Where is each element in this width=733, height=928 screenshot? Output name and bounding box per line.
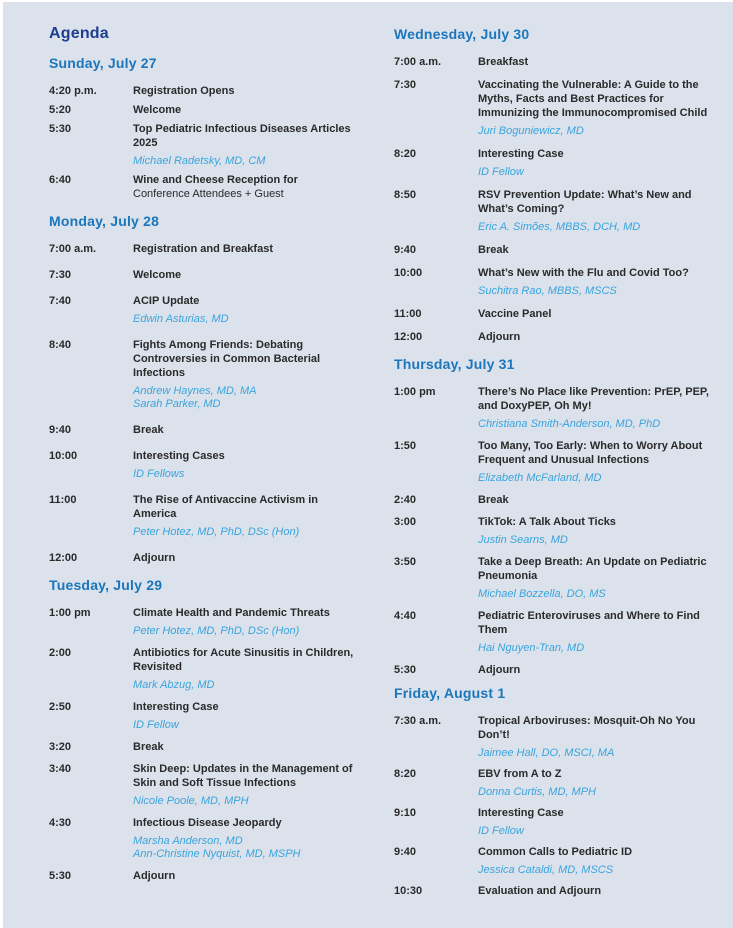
speaker-name: Nicole Poole, MD, MPH bbox=[133, 795, 249, 807]
speaker-list bbox=[133, 679, 362, 692]
speaker-name: Jessica Cataldi, MD, MSCS bbox=[478, 864, 614, 876]
session-time: 1:00 pm bbox=[49, 607, 91, 619]
session-body bbox=[478, 845, 721, 877]
day-section bbox=[394, 685, 721, 898]
session-time: 7:30 bbox=[49, 269, 72, 281]
session-row bbox=[394, 243, 721, 257]
speaker-name: Elizabeth McFarland, MD bbox=[478, 472, 602, 484]
session-body bbox=[133, 606, 362, 638]
speaker-name: Donna Curtis, MD, MPH bbox=[478, 786, 596, 798]
speaker-list bbox=[133, 719, 362, 732]
session-title: Break bbox=[478, 494, 509, 506]
session-time: 4:40 bbox=[394, 610, 417, 622]
session-body bbox=[133, 740, 362, 754]
session-time: 4:30 bbox=[49, 817, 72, 829]
session-time: 11:00 bbox=[394, 308, 422, 320]
session-body bbox=[133, 869, 362, 883]
session-row bbox=[49, 122, 362, 168]
session-title: Registration and Breakfast bbox=[133, 243, 273, 255]
session-row bbox=[394, 884, 721, 898]
session-body bbox=[133, 646, 362, 692]
session-row bbox=[394, 806, 721, 838]
session-row bbox=[49, 869, 362, 883]
speaker-list bbox=[478, 534, 721, 547]
session-title: Welcome bbox=[133, 269, 182, 281]
session-time: 2:40 bbox=[394, 494, 417, 506]
session-row bbox=[49, 173, 362, 201]
session-title: Breakfast bbox=[478, 56, 529, 68]
session-row bbox=[49, 242, 362, 256]
session-title: Adjourn bbox=[133, 870, 176, 882]
session-body bbox=[133, 816, 362, 861]
session-title: Break bbox=[478, 244, 509, 256]
session-body bbox=[133, 551, 362, 565]
session-time: 3:50 bbox=[394, 556, 417, 568]
agenda-column-left bbox=[3, 24, 366, 905]
day-header: Wednesday, July 30 bbox=[394, 26, 530, 42]
speaker-list bbox=[133, 625, 362, 638]
session-body bbox=[133, 103, 362, 117]
session-time: 1:00 pm bbox=[394, 386, 436, 398]
day-section bbox=[49, 577, 362, 883]
session-title: Skin Deep: Updates in the Management of Skin and Soft Tissue Infections bbox=[133, 763, 353, 789]
session-title: ACIP Update bbox=[133, 295, 200, 307]
session-row bbox=[394, 714, 721, 760]
session-title: Top Pediatric Infectious Diseases Articles 2025 bbox=[133, 123, 351, 149]
speaker-name: Eric A. Simões, MBBS, DCH, MD bbox=[478, 221, 641, 233]
session-time: 9:40 bbox=[394, 244, 417, 256]
session-row bbox=[49, 423, 362, 437]
session-body bbox=[478, 493, 721, 507]
session-body bbox=[133, 700, 362, 732]
speaker-list bbox=[478, 747, 721, 760]
speaker-name: Peter Hotez, MD, PhD, DSc (Hon) bbox=[133, 625, 300, 637]
session-body bbox=[478, 714, 721, 760]
speaker-name: Suchitra Rao, MBBS, MSCS bbox=[478, 285, 617, 297]
session-row bbox=[394, 147, 721, 179]
speaker-list bbox=[478, 125, 721, 138]
session-body bbox=[478, 307, 721, 321]
session-row bbox=[394, 515, 721, 547]
day-header: Thursday, July 31 bbox=[394, 356, 515, 372]
session-body bbox=[133, 122, 362, 168]
speaker-list bbox=[478, 166, 721, 179]
session-time: 7:00 a.m. bbox=[49, 243, 97, 255]
session-body bbox=[478, 243, 721, 257]
day-section bbox=[394, 356, 721, 677]
session-title: Take a Deep Breath: An Update on Pediatric Pneumonia bbox=[478, 556, 707, 582]
speaker-name: Jaimee Hall, DO, MSCI, MA bbox=[478, 747, 615, 759]
speaker-list bbox=[133, 155, 362, 168]
session-time: 5:20 bbox=[49, 104, 72, 116]
session-time: 10:00 bbox=[49, 450, 78, 462]
speaker-list bbox=[478, 418, 721, 431]
session-body bbox=[133, 84, 362, 98]
session-row bbox=[394, 330, 721, 344]
session-row bbox=[394, 266, 721, 298]
session-row bbox=[394, 663, 721, 677]
day-header: Friday, August 1 bbox=[394, 685, 506, 701]
session-time: 4:20 p.m. bbox=[49, 85, 97, 97]
session-row bbox=[394, 767, 721, 799]
session-row bbox=[49, 338, 362, 411]
session-time: 12:00 bbox=[394, 331, 423, 343]
day-header: Monday, July 28 bbox=[49, 213, 160, 229]
session-row bbox=[49, 449, 362, 481]
speaker-list bbox=[133, 795, 362, 808]
speaker-list bbox=[133, 313, 362, 326]
session-row bbox=[394, 307, 721, 321]
session-time: 3:40 bbox=[49, 763, 72, 775]
session-row bbox=[394, 609, 721, 655]
session-time: 6:40 bbox=[49, 174, 72, 186]
session-title: Too Many, Too Early: When to Worry About Frequent and Unusual Infections bbox=[478, 440, 703, 466]
speaker-name: ID Fellow bbox=[478, 166, 524, 178]
day-section bbox=[394, 26, 721, 344]
session-time: 5:30 bbox=[394, 664, 417, 676]
session-row bbox=[49, 294, 362, 326]
session-title: There’s No Place like Prevention: PrEP, PEP, and DoxyPEP, Oh My! bbox=[478, 386, 709, 412]
session-body bbox=[133, 449, 362, 481]
page-title: Agenda bbox=[49, 25, 109, 42]
session-title: Registration Opens bbox=[133, 85, 235, 97]
session-row bbox=[394, 188, 721, 234]
session-title: Vaccinating the Vulnerable: A Guide to the Myths, Facts and Best Practices for Immunizing the Immunocompromised Child bbox=[478, 79, 708, 119]
session-time: 11:00 bbox=[49, 494, 77, 506]
session-title: Fights Among Friends: Debating Controversies in Common Bacterial Infections bbox=[133, 339, 321, 379]
session-time: 10:00 bbox=[394, 267, 423, 279]
session-title: Antibiotics for Acute Sinusitis in Children, Revisited bbox=[133, 647, 354, 673]
session-time: 9:40 bbox=[394, 846, 417, 858]
session-body bbox=[478, 266, 721, 298]
session-body bbox=[478, 555, 721, 601]
session-time: 3:20 bbox=[49, 741, 72, 753]
session-row bbox=[394, 845, 721, 877]
session-body bbox=[478, 55, 721, 69]
session-body bbox=[478, 330, 721, 344]
speaker-list bbox=[133, 468, 362, 481]
speaker-name: Ann-Christine Nyquist, MD, MSPH bbox=[133, 848, 301, 860]
session-body bbox=[478, 78, 721, 138]
session-body bbox=[133, 268, 362, 282]
session-row bbox=[394, 78, 721, 138]
session-title: TikTok: A Talk About Ticks bbox=[478, 516, 616, 528]
speaker-name: Marsha Anderson, MD bbox=[133, 835, 243, 847]
speaker-name: Andrew Haynes, MD, MA bbox=[133, 385, 257, 397]
session-row bbox=[49, 646, 362, 692]
session-body bbox=[478, 439, 721, 485]
speaker-list bbox=[478, 588, 721, 601]
speaker-list bbox=[133, 385, 362, 411]
speaker-name: Justin Searns, MD bbox=[478, 534, 568, 546]
session-time: 1:50 bbox=[394, 440, 417, 452]
session-title: What’s New with the Flu and Covid Too? bbox=[478, 267, 689, 279]
session-body bbox=[133, 294, 362, 326]
day-header: Tuesday, July 29 bbox=[49, 577, 163, 593]
session-time: 7:00 a.m. bbox=[394, 56, 442, 68]
session-title: Wine and Cheese Reception for bbox=[133, 174, 298, 186]
speaker-list bbox=[133, 526, 362, 539]
session-title: Interesting Cases bbox=[133, 450, 225, 462]
session-row bbox=[49, 103, 362, 117]
session-body bbox=[478, 767, 721, 799]
session-time: 5:30 bbox=[49, 123, 72, 135]
session-row bbox=[49, 268, 362, 282]
session-time: 9:10 bbox=[394, 807, 417, 819]
session-title: Common Calls to Pediatric ID bbox=[478, 846, 633, 858]
speaker-name: Juri Boguniewicz, MD bbox=[478, 125, 584, 137]
session-time: 8:50 bbox=[394, 189, 417, 201]
session-row bbox=[49, 762, 362, 808]
session-row bbox=[394, 385, 721, 431]
speaker-name: Christiana Smith-Anderson, MD, PhD bbox=[478, 418, 661, 430]
session-title: The Rise of Antivaccine Activism in America bbox=[133, 494, 319, 520]
session-title: Vaccine Panel bbox=[478, 308, 552, 320]
session-time: 8:20 bbox=[394, 768, 417, 780]
day-section bbox=[49, 55, 362, 201]
session-time: 7:30 a.m. bbox=[394, 715, 442, 727]
speaker-list bbox=[478, 221, 721, 234]
session-body bbox=[133, 173, 362, 201]
speaker-list bbox=[478, 472, 721, 485]
speaker-name: Michael Bozzella, DO, MS bbox=[478, 588, 606, 600]
session-time: 2:00 bbox=[49, 647, 72, 659]
session-title: Interesting Case bbox=[478, 807, 564, 819]
session-title: Welcome bbox=[133, 104, 182, 116]
speaker-name: Peter Hotez, MD, PhD, DSc (Hon) bbox=[133, 526, 300, 538]
session-time: 3:00 bbox=[394, 516, 417, 528]
session-body bbox=[133, 338, 362, 411]
speaker-name: ID Fellows bbox=[133, 468, 185, 480]
two-column-layout bbox=[3, 24, 733, 905]
session-title: Infectious Disease Jeopardy bbox=[133, 817, 282, 829]
session-row bbox=[394, 55, 721, 69]
session-row bbox=[49, 493, 362, 539]
speaker-name: Michael Radetsky, MD, CM bbox=[133, 155, 266, 167]
agenda-page bbox=[3, 2, 733, 928]
session-body bbox=[133, 242, 362, 256]
speaker-list bbox=[478, 786, 721, 799]
session-title: Evaluation and Adjourn bbox=[478, 885, 602, 897]
session-title: Interesting Case bbox=[133, 701, 219, 713]
speaker-list bbox=[478, 864, 721, 877]
session-body bbox=[478, 147, 721, 179]
session-body bbox=[478, 188, 721, 234]
session-title: Tropical Arboviruses: Mosquit-Oh No You Don’t! bbox=[478, 715, 696, 741]
speaker-list bbox=[478, 285, 721, 298]
speaker-name: Edwin Asturias, MD bbox=[133, 313, 229, 325]
session-time: 7:40 bbox=[49, 295, 72, 307]
session-row bbox=[49, 551, 362, 565]
session-body bbox=[478, 609, 721, 655]
day-header: Sunday, July 27 bbox=[49, 55, 157, 71]
session-title: Break bbox=[133, 424, 164, 436]
session-row bbox=[49, 606, 362, 638]
session-body bbox=[478, 385, 721, 431]
session-title: Climate Health and Pandemic Threats bbox=[133, 607, 330, 619]
session-row bbox=[394, 493, 721, 507]
session-subtitle: Conference Attendees + Guest bbox=[133, 188, 284, 200]
session-time: 8:20 bbox=[394, 148, 417, 160]
session-title: Pediatric Enteroviruses and Where to Find Them bbox=[478, 610, 700, 636]
session-body bbox=[478, 515, 721, 547]
speaker-name: Hai Nguyen-Tran, MD bbox=[478, 642, 585, 654]
session-body bbox=[478, 663, 721, 677]
speaker-name: ID Fellow bbox=[133, 719, 179, 731]
speaker-name: Sarah Parker, MD bbox=[133, 398, 221, 410]
session-body bbox=[133, 493, 362, 539]
session-title: Adjourn bbox=[478, 331, 521, 343]
session-title: Adjourn bbox=[478, 664, 521, 676]
session-row bbox=[49, 700, 362, 732]
session-body bbox=[133, 423, 362, 437]
speaker-name: ID Fellow bbox=[478, 825, 524, 837]
session-row bbox=[394, 555, 721, 601]
speaker-list bbox=[478, 642, 721, 655]
speaker-list bbox=[478, 825, 721, 838]
session-body bbox=[478, 806, 721, 838]
session-row bbox=[49, 740, 362, 754]
session-time: 9:40 bbox=[49, 424, 72, 436]
session-time: 12:00 bbox=[49, 552, 78, 564]
session-time: 10:30 bbox=[394, 885, 423, 897]
session-time: 7:30 bbox=[394, 79, 417, 91]
day-section bbox=[49, 213, 362, 565]
speaker-list bbox=[133, 835, 362, 861]
session-row bbox=[49, 816, 362, 861]
agenda-column-right bbox=[366, 24, 733, 905]
session-title: Interesting Case bbox=[478, 148, 564, 160]
session-body bbox=[478, 884, 721, 898]
speaker-name: Mark Abzug, MD bbox=[133, 679, 215, 691]
session-body bbox=[133, 762, 362, 808]
session-title: Adjourn bbox=[133, 552, 176, 564]
session-row bbox=[49, 84, 362, 98]
session-title: Break bbox=[133, 741, 164, 753]
session-title: EBV from A to Z bbox=[478, 768, 562, 780]
session-time: 2:50 bbox=[49, 701, 72, 713]
session-time: 8:40 bbox=[49, 339, 72, 351]
session-title: RSV Prevention Update: What’s New and What’s Coming? bbox=[478, 189, 692, 215]
session-row bbox=[394, 439, 721, 485]
session-time: 5:30 bbox=[49, 870, 72, 882]
